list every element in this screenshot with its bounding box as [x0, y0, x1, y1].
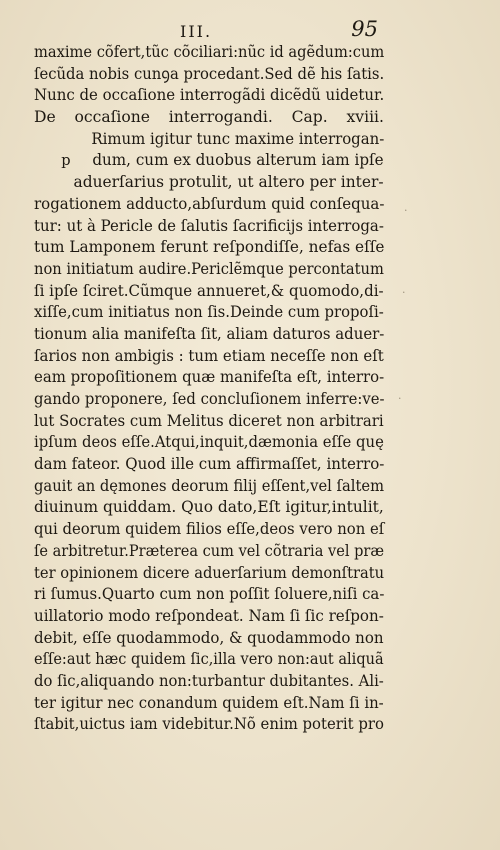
text-line-3: Nunc de occaſione interrogãdi dicẽdũ uidetur.	[34, 86, 385, 105]
text-line-20: dam fateor. Quod ille cum affirmaſſet, interro-	[34, 455, 385, 474]
text-line-6-text: dum, cum ex duobus alterum iam ipſe	[92, 151, 384, 170]
chapter-heading: De occaſione interrogandi. Cap. xviii.	[34, 108, 384, 127]
text-line-24: ſe arbitretur.Præterea cum vel cõtraria vel præ	[34, 541, 385, 560]
text-line-15: ſarios non ambigis : tum etiam neceſſe non eſt	[34, 346, 384, 365]
text-line-17: gando proponere, ſed concluſionem inferre:ve-	[34, 390, 385, 408]
folio-number: 95	[351, 17, 378, 41]
text-line-13: xiſſe,cum initiatus non ſis.Deinde cum propoſi-	[34, 303, 384, 322]
text-line-25: ter opinionem dicere aduerſarium demonſtratu	[34, 563, 385, 582]
text-line-30: do ſic,aliquando non:turbantur dubitantes. Ali-	[34, 671, 384, 690]
text-line-7: aduerſarius protulit, ut altero per inter-	[73, 173, 384, 192]
text-line-27: uillatorio modo reſpondeat. Nam ſi ſic reſpon-	[34, 606, 384, 625]
text-line-16: eam propoſitionem quæ manifeſta eſt, interro-	[34, 368, 385, 387]
text-line-32: ſtabit,uictus iam videbitur.Nõ enim poterit pro	[34, 715, 384, 734]
guide-letter: p	[61, 151, 71, 170]
text-line-1: maxime cõfert,tũc cõciliari:nũc id agẽdum:cum	[34, 43, 385, 61]
text-line-21: gauit an dęmones deorum filij eſſent,vel ſaltem	[34, 476, 385, 495]
text-line-2: ſecũda nobis cunꝯa procedant.Sed dẽ his ſatis.	[34, 64, 385, 83]
text-line-10: tum Lamponem ferunt reſpondiſſe, nefas eſſe	[34, 238, 385, 257]
gutter-mark-1: ·	[404, 204, 408, 217]
text-block	[34, 42, 384, 736]
signature-mark: III.	[180, 22, 213, 41]
text-line-31: ter igitur nec conandum quidem eſt.Nam ſi in-	[34, 693, 384, 712]
gutter-mark-3: ·	[398, 392, 402, 405]
text-line-29: eſſe:aut hæc quidem ſic,illa vero non:aut aliquã	[34, 650, 384, 669]
text-line-14: tionum alia manifeſta ſit, aliam daturos aduer-	[34, 324, 385, 343]
text-line-19: ipſum deos eſſe.Atqui,inquit,dæmonia eſſe quę	[34, 433, 384, 452]
gutter-mark-2: ·	[402, 286, 406, 299]
text-line-5: Rimum igitur tunc maxime interrogan-	[91, 129, 385, 148]
text-line-18: lut Socrates cum Melitus diceret non arbitrari	[34, 411, 384, 430]
text-line-11: non initiatum audire.Periclẽmque percontatum	[34, 259, 384, 278]
text-line-8: rogationem adducto,abſurdum quid conſequa-	[34, 194, 385, 213]
text-line-9: tur: ut à Pericle de ſalutis ſacrificijs interroga-	[34, 216, 384, 235]
text-line-6	[34, 150, 384, 172]
text-line-26: ri ſumus.Quarto cum non poſſit ſoluere,niſi ca-	[34, 585, 385, 604]
text-line-22: diuinum quiddam. Quo dato,Eſt igitur,intulit,	[34, 498, 384, 517]
text-line-23: qui deorum quidem filios eſſe,deos vero non eſ	[34, 520, 385, 539]
text-line-28: debit, eſſe quodammodo, & quodammodo non	[34, 628, 384, 647]
text-line-12: ſi ipſe ſciret.Cũmque annueret,& quomodo,di-	[34, 281, 384, 300]
page-header	[34, 14, 378, 40]
